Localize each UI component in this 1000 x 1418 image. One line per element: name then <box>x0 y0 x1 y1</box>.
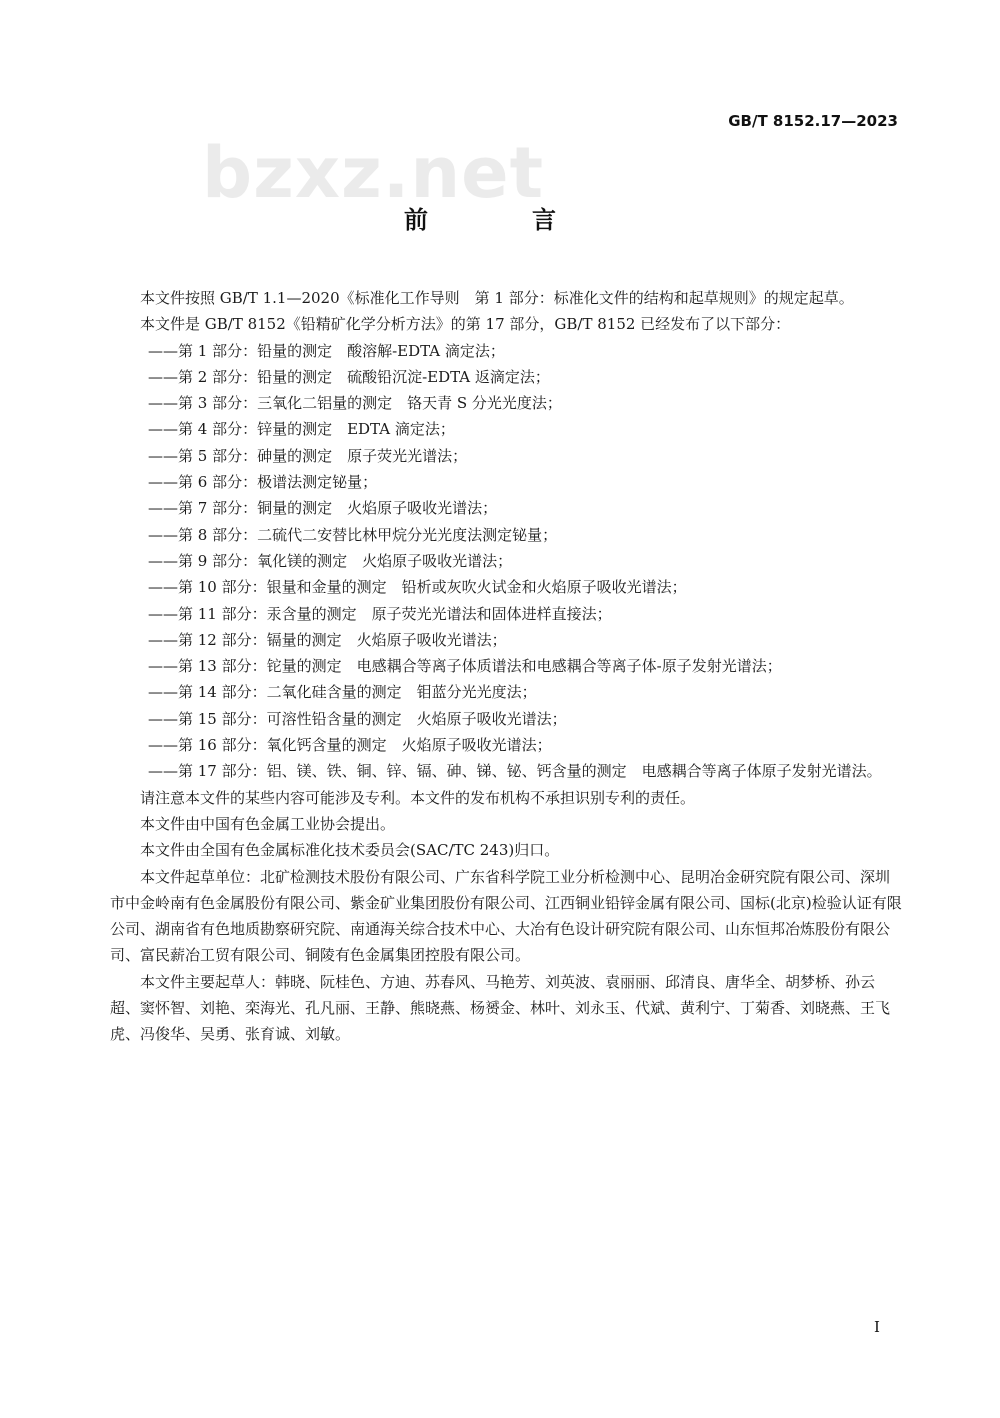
list-item: ——第 6 部分：极谱法测定铋量； <box>148 473 378 492</box>
list-item: ——第 11 部分：汞含量的测定 原子荧光光谱法和固体进样直接法； <box>148 604 612 623</box>
standard-number: GB/T 8152.17—2023 <box>728 112 898 130</box>
watermark: bzxz.net <box>202 132 545 214</box>
parts-list <box>110 338 902 785</box>
list-item: ——第 14 部分：二氧化硅含量的测定 钼蓝分光光度法； <box>148 683 537 702</box>
list-item: ——第 3 部分：三氧化二铝量的测定 铬天青 S 分光光度法； <box>148 394 562 413</box>
page-title: 前 言 <box>404 206 596 234</box>
list-item: ——第 16 部分：氧化钙含量的测定 火焰原子吸收光谱法； <box>148 736 552 755</box>
paragraph: 本文件按照 GB/T 1.1—2020《标准化工作导则 第 1 部分：标准化文件的结构和起草规则》的规定起草。 <box>140 289 854 307</box>
list-item: ——第 4 部分：锌量的测定 EDTA 滴定法； <box>148 420 455 439</box>
list-item: ——第 13 部分：铊量的测定 电感耦合等离子体质谱法和电感耦合等离子体-原子发射光谱法； <box>148 657 782 676</box>
page-number: I <box>874 1318 880 1336</box>
paragraph: 本文件由中国有色金属工业协会提出。 <box>140 814 396 833</box>
list-item: ——第 15 部分：可溶性铅含量的测定 火焰原子吸收光谱法； <box>148 709 567 728</box>
list-item: ——第 7 部分：铜量的测定 火焰原子吸收光谱法； <box>148 499 498 518</box>
list-item: ——第 2 部分：铅量的测定 硫酸铅沉淀-EDTA 返滴定法； <box>148 367 550 386</box>
list-item: ——第 1 部分：铅量的测定 酸溶解-EDTA 滴定法； <box>148 341 505 360</box>
list-item: ——第 17 部分：铝、镁、铁、铜、锌、镉、砷、锑、铋、钙含量的测定 电感耦合等离子体原子发射光谱法。 <box>148 762 882 781</box>
paragraph: 本文件主要起草人：韩晓、阮桂色、方迪、苏春风、马艳芳、刘英波、袁丽丽、邱清良、唐华全、胡梦桥、孙云超、窦怀智、刘艳、栾海光、孔凡丽、王静、熊晓燕、杨赟金、林叶、刘永玉、代斌、黄利宁、丁菊香、刘晓燕、王飞虎、冯俊华、吴勇、张育诚、刘敏。 <box>110 972 891 1044</box>
list-item: ——第 8 部分：二硫代二安替比林甲烷分光光度法测定铋量； <box>148 525 558 544</box>
paragraph: 本文件起草单位：北矿检测技术股份有限公司、广东省科学院工业分析检测中心、昆明冶金研究院有限公司、深圳市中金岭南有色金属股份有限公司、紫金矿业集团股份有限公司、江西铜业铅锌金属有限公司、国标(北京)检验认证有限公司、湖南省有色地质勘察研究院、南通海关综合技术中心、大冶有色设计研究院有限公司、山东恒邦冶炼股份有限公司、富民薪冶工贸有限公司、铜陵有色金属集团控股有限公司。 <box>110 867 902 965</box>
list-item: ——第 12 部分：镉量的测定 火焰原子吸收光谱法； <box>148 630 507 649</box>
foreword-body <box>110 285 902 1048</box>
list-item: ——第 10 部分：银量和金量的测定 铅析或灰吹火试金和火焰原子吸收光谱法； <box>148 578 687 597</box>
paragraph: 请注意本文件的某些内容可能涉及专利。本文件的发布机构不承担识别专利的责任。 <box>140 788 696 807</box>
list-item: ——第 5 部分：砷量的测定 原子荧光光谱法； <box>148 446 468 465</box>
paragraph: 本文件是 GB/T 8152《铅精矿化学分析方法》的第 17 部分，GB/T 8152 已经发布了以下部分： <box>140 315 791 334</box>
list-item: ——第 9 部分：氧化镁的测定 火焰原子吸收光谱法； <box>148 551 513 570</box>
paragraph: 本文件由全国有色金属标准化技术委员会(SAC/TC 243)归口。 <box>140 841 560 860</box>
